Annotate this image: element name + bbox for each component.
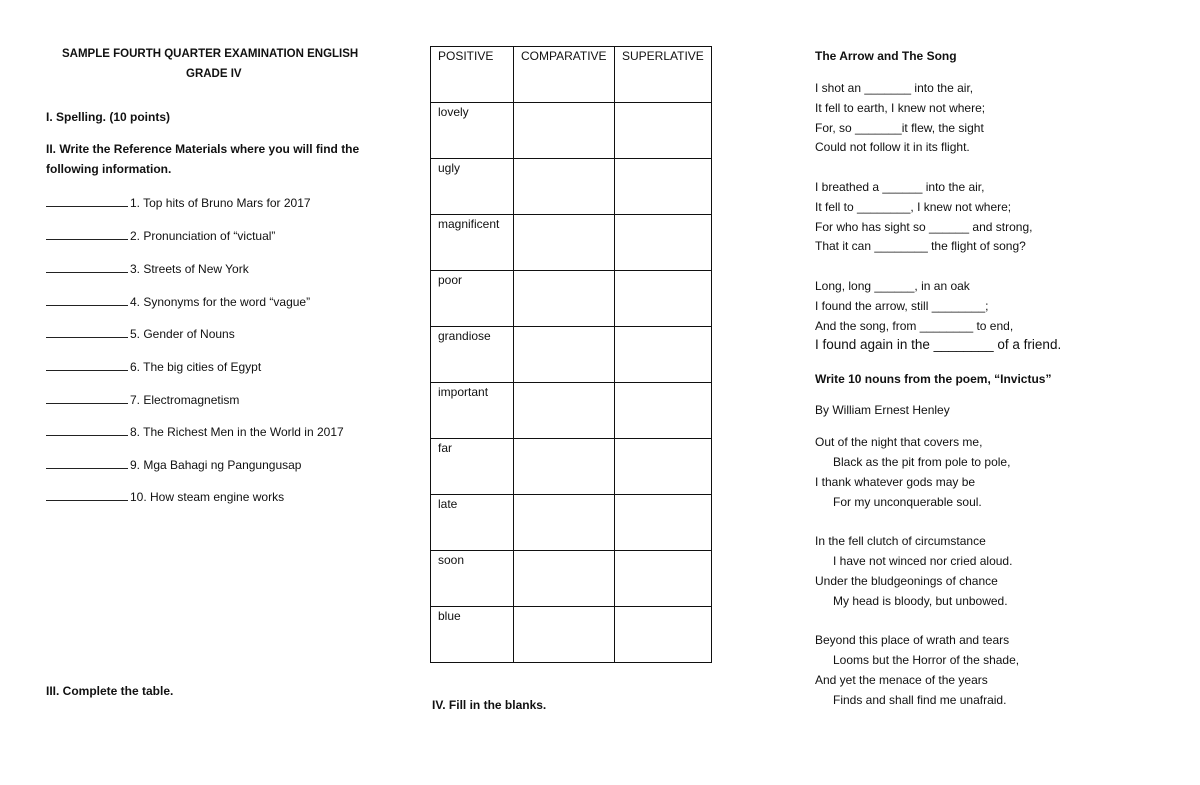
reference-item: 6. The big cities of Egypt xyxy=(46,359,261,374)
poem-line: Black as the pit from pole to pole, xyxy=(833,455,1011,469)
poem-line: I found again in the ________ of a friend. xyxy=(815,337,1062,352)
answer-blank[interactable] xyxy=(46,457,128,469)
positive-word: ugly xyxy=(431,159,514,215)
section-fill-blanks-heading: IV. Fill in the blanks. xyxy=(432,698,547,712)
positive-word: far xyxy=(431,439,514,495)
poem-line: I have not winced nor cried aloud. xyxy=(833,554,1013,568)
answer-blank[interactable] xyxy=(46,359,128,371)
poem-line: Looms but the Horror of the shade, xyxy=(833,653,1020,667)
answer-blank[interactable] xyxy=(46,424,128,436)
poem-line: Could not follow it in its flight. xyxy=(815,140,970,154)
comparative-answer-cell[interactable] xyxy=(514,383,615,439)
answer-blank[interactable] xyxy=(46,392,128,404)
table-header-row xyxy=(431,47,712,103)
reference-item: 8. The Richest Men in the World in 2017 xyxy=(46,424,344,439)
table-row xyxy=(431,327,712,383)
column-header-superlative: SUPERLATIVE xyxy=(615,47,712,103)
table-row xyxy=(431,439,712,495)
degrees-of-comparison-table xyxy=(430,46,712,663)
comparative-answer-cell[interactable] xyxy=(514,607,615,663)
section-table-heading: III. Complete the table. xyxy=(46,684,174,698)
nouns-task-heading: Write 10 nouns from the poem, “Invictus” xyxy=(815,372,1052,386)
answer-blank[interactable] xyxy=(46,195,128,207)
poem-line: That it can ________ the flight of song? xyxy=(815,239,1026,253)
poem-line: I shot an _______ into the air, xyxy=(815,81,974,95)
answer-blank[interactable] xyxy=(46,489,128,501)
superlative-answer-cell[interactable] xyxy=(615,159,712,215)
column-header-positive: POSITIVE xyxy=(431,47,514,103)
table-row xyxy=(431,607,712,663)
section-reference-heading: II. Write the Reference Materials where you will find the xyxy=(46,142,360,156)
poem-byline: By William Ernest Henley xyxy=(815,403,950,417)
reference-item: 10. How steam engine works xyxy=(46,489,284,504)
comparative-answer-cell[interactable] xyxy=(514,103,615,159)
reference-item: 4. Synonyms for the word “vague” xyxy=(46,294,310,309)
comparative-answer-cell[interactable] xyxy=(514,271,615,327)
comparative-answer-cell[interactable] xyxy=(514,327,615,383)
poem-line: And yet the menace of the years xyxy=(815,673,988,687)
poem-line: For, so _______it flew, the sight xyxy=(815,121,984,135)
comparative-answer-cell[interactable] xyxy=(514,159,615,215)
superlative-answer-cell[interactable] xyxy=(615,551,712,607)
positive-word: soon xyxy=(431,551,514,607)
comparative-answer-cell[interactable] xyxy=(514,551,615,607)
poem-line: Under the bludgeonings of chance xyxy=(815,574,998,588)
poem-line: I found the arrow, still ________; xyxy=(815,299,989,313)
reference-item: 1. Top hits of Bruno Mars for 2017 xyxy=(46,195,311,210)
superlative-answer-cell[interactable] xyxy=(615,215,712,271)
table-row xyxy=(431,495,712,551)
column-header-comparative: COMPARATIVE xyxy=(514,47,615,103)
superlative-answer-cell[interactable] xyxy=(615,271,712,327)
section-spelling-heading: I. Spelling. (10 points) xyxy=(46,110,171,124)
answer-blank[interactable] xyxy=(46,261,128,273)
positive-word: poor xyxy=(431,271,514,327)
reference-item: 5. Gender of Nouns xyxy=(46,326,235,341)
grade-level: GRADE IV xyxy=(186,68,242,80)
positive-word: lovely xyxy=(431,103,514,159)
superlative-answer-cell[interactable] xyxy=(615,383,712,439)
positive-word: grandiose xyxy=(431,327,514,383)
section-reference-heading-cont: following information. xyxy=(46,162,172,176)
positive-word: late xyxy=(431,495,514,551)
poem-line: Finds and shall find me unafraid. xyxy=(833,693,1007,707)
poem-line: I breathed a ______ into the air, xyxy=(815,180,985,194)
positive-word: important xyxy=(431,383,514,439)
table-row xyxy=(431,383,712,439)
positive-word: blue xyxy=(431,607,514,663)
superlative-answer-cell[interactable] xyxy=(615,327,712,383)
reference-item: 7. Electromagnetism xyxy=(46,392,239,407)
superlative-answer-cell[interactable] xyxy=(615,103,712,159)
reference-item: 2. Pronunciation of “victual” xyxy=(46,228,275,243)
table-row xyxy=(431,159,712,215)
poem-line: It fell to earth, I knew not where; xyxy=(815,101,986,115)
table-row xyxy=(431,271,712,327)
reference-item: 3. Streets of New York xyxy=(46,261,249,276)
poem-line: For my unconquerable soul. xyxy=(833,495,982,509)
table-row xyxy=(431,103,712,159)
superlative-answer-cell[interactable] xyxy=(615,607,712,663)
positive-word: magnificent xyxy=(431,215,514,271)
answer-blank[interactable] xyxy=(46,228,128,240)
poem-line: For who has sight so ______ and strong, xyxy=(815,220,1033,234)
table-row xyxy=(431,551,712,607)
comparative-answer-cell[interactable] xyxy=(514,439,615,495)
poem-line: Out of the night that covers me, xyxy=(815,435,983,449)
poem-line: In the fell clutch of circumstance xyxy=(815,534,986,548)
poem-line: And the song, from ________ to end, xyxy=(815,319,1014,333)
exam-title: SAMPLE FOURTH QUARTER EXAMINATION ENGLISH xyxy=(62,48,359,60)
poem-line: I thank whatever gods may be xyxy=(815,475,976,489)
answer-blank[interactable] xyxy=(46,326,128,338)
poem-line: My head is bloody, but unbowed. xyxy=(833,594,1008,608)
superlative-answer-cell[interactable] xyxy=(615,439,712,495)
table-row xyxy=(431,215,712,271)
superlative-answer-cell[interactable] xyxy=(615,495,712,551)
poem-line: Long, long ______, in an oak xyxy=(815,279,970,293)
poem-line: Beyond this place of wrath and tears xyxy=(815,633,1010,647)
answer-blank[interactable] xyxy=(46,294,128,306)
comparative-answer-cell[interactable] xyxy=(514,495,615,551)
reference-item: 9. Mga Bahagi ng Pangungusap xyxy=(46,457,301,472)
comparative-answer-cell[interactable] xyxy=(514,215,615,271)
poem-title: The Arrow and The Song xyxy=(815,49,957,63)
poem-line: It fell to ________, I knew not where; xyxy=(815,200,1012,214)
